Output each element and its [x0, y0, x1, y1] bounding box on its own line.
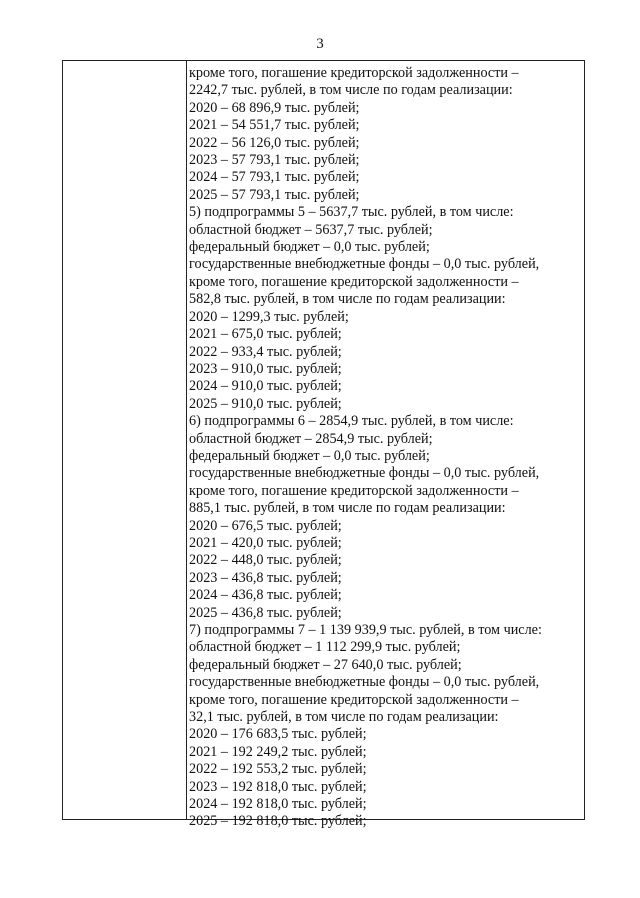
text-line: государственные внебюджетные фонды – 0,0 тыс. рублей,: [189, 674, 540, 691]
text-line: кроме того, погашение кредиторской задолженности –: [189, 65, 519, 81]
text-line: областной бюджет – 5637,7 тыс. рублей;: [189, 221, 433, 238]
text-line: 2023 – 436,8 тыс. рублей;: [189, 569, 342, 586]
text-line: 2023 – 57 793,1 тыс. рублей;: [189, 152, 360, 169]
text-line: 2022 – 933,4 тыс. рублей;: [189, 343, 342, 360]
text-line: кроме того, погашение кредиторской задолженности –: [189, 482, 519, 499]
text-line: 2025 – 436,8 тыс. рублей;: [189, 604, 342, 621]
text-line: 5) подпрограммы 5 – 5637,7 тыс. рублей, в том числе:: [189, 204, 514, 221]
text-line: 2025 – 192 818,0 тыс. рублей;: [189, 813, 367, 830]
text-line: кроме того, погашение кредиторской задолженности –: [189, 691, 519, 708]
text-line: федеральный бюджет – 27 640,0 тыс. рублей;: [189, 656, 462, 673]
text-line: 2023 – 910,0 тыс. рублей;: [189, 360, 342, 377]
table-right-cell: [187, 61, 584, 830]
text-line: 32,1 тыс. рублей, в том числе по годам реализации:: [189, 709, 499, 726]
text-line: 2021 – 192 249,2 тыс. рублей;: [189, 743, 367, 760]
text-line: федеральный бюджет – 0,0 тыс. рублей;: [189, 447, 430, 464]
text-line: 582,8 тыс. рублей, в том числе по годам реализации:: [189, 291, 506, 308]
text-line: кроме того, погашение кредиторской задолженности –: [189, 273, 519, 290]
text-line: 2024 – 57 793,1 тыс. рублей;: [189, 169, 360, 186]
text-line: государственные внебюджетные фонды – 0,0 тыс. рублей,: [189, 256, 540, 273]
text-line: 2022 – 56 126,0 тыс. рублей;: [189, 134, 360, 151]
document-table: [62, 60, 585, 830]
page-number: 3: [316, 36, 324, 52]
text-line: 2025 – 57 793,1 тыс. рублей;: [189, 186, 360, 203]
text-line: 2021 – 675,0 тыс. рублей;: [189, 326, 342, 343]
text-line: 7) подпрограммы 7 – 1 139 939,9 тыс. рублей, в том числе:: [189, 622, 542, 638]
text-line: государственные внебюджетные фонды – 0,0 тыс. рублей,: [189, 465, 540, 482]
text-line: 2023 – 192 818,0 тыс. рублей;: [189, 778, 367, 795]
text-line: 2021 – 54 551,7 тыс. рублей;: [189, 117, 360, 134]
text-line: федеральный бюджет – 0,0 тыс. рублей;: [189, 239, 430, 256]
text-line: 2020 – 1299,3 тыс. рублей;: [189, 308, 349, 325]
text-line: 2024 – 910,0 тыс. рублей;: [189, 378, 342, 395]
text-line: областной бюджет – 2854,9 тыс. рублей;: [189, 430, 433, 447]
text-line: 885,1 тыс. рублей, в том числе по годам реализации:: [189, 500, 506, 517]
text-line: 2020 – 68 896,9 тыс. рублей;: [189, 99, 360, 116]
text-line: 2024 – 436,8 тыс. рублей;: [189, 587, 342, 604]
text-line: 2020 – 676,5 тыс. рублей;: [189, 517, 342, 534]
text-line: 2025 – 910,0 тыс. рублей;: [189, 395, 342, 412]
table-left-cell: [63, 61, 187, 819]
text-line: 6) подпрограммы 6 – 2854,9 тыс. рублей, в том числе:: [189, 413, 514, 430]
text-line: 2022 – 192 553,2 тыс. рублей;: [189, 761, 367, 778]
text-line: 2022 – 448,0 тыс. рублей;: [189, 552, 342, 569]
text-line: 2024 – 192 818,0 тыс. рублей;: [189, 796, 367, 813]
text-line: областной бюджет – 1 112 299,9 тыс. рублей;: [189, 639, 461, 656]
text-line: 2242,7 тыс. рублей, в том числе по годам реализации:: [189, 82, 513, 99]
text-line: 2021 – 420,0 тыс. рублей;: [189, 534, 342, 551]
text-line: 2020 – 176 683,5 тыс. рублей;: [189, 726, 367, 743]
